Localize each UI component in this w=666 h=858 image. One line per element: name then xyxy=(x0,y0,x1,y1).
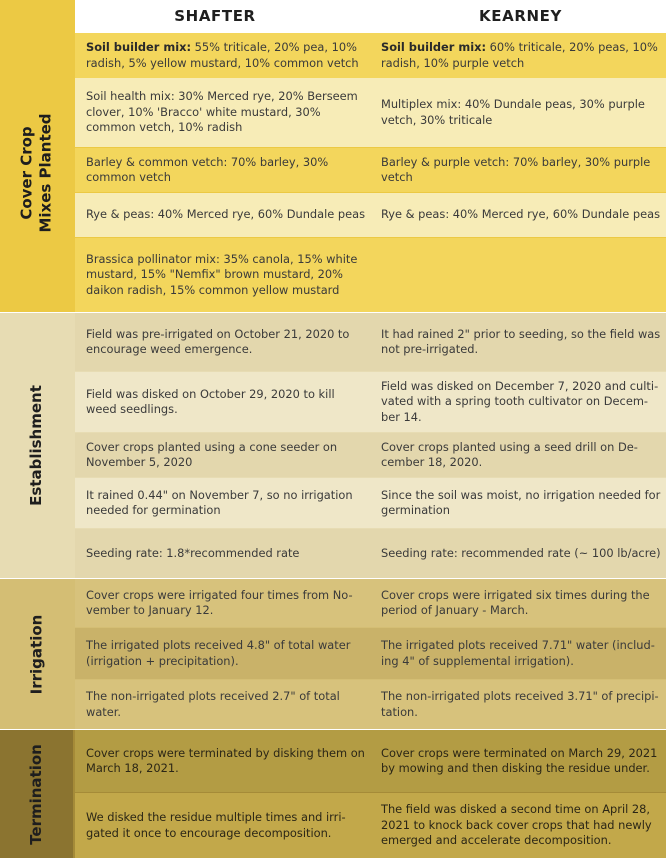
table-header xyxy=(75,0,666,33)
table-row xyxy=(75,238,666,312)
kearney-cell xyxy=(381,33,661,78)
shafter-cell: It rained 0.44" on November 7, so no irrigation needed for germination xyxy=(86,487,353,517)
table-row xyxy=(75,579,666,627)
kearney-cell xyxy=(381,238,661,312)
column-header-shafter: SHAFTER xyxy=(174,7,256,25)
table-row xyxy=(75,33,666,78)
kearney-cell: Since the soil was moist, no irrigation needed for germination xyxy=(381,487,661,517)
kearney-cell: Barley & purple vetch: 70% barley, 30% purple vetch xyxy=(381,154,651,184)
shafter-cell: Cover crops were irrigated four times from No-vember to January 12. xyxy=(86,587,353,617)
section-label-irrigation xyxy=(0,579,73,729)
section-label-line1: Cover Crop xyxy=(17,125,36,220)
section-label: Irrigation xyxy=(27,614,45,694)
shafter-cell: Soil health mix: 30% Merced rye, 20% Berseem clover, 10% 'Bracco' white mustard, 30% common vetch, 10% radish xyxy=(86,89,358,135)
mix-text: 60% triticale, 20% peas, 10% radish, 10% purple vetch xyxy=(381,40,658,70)
shafter-cell: Barley & common vetch: 70% barley, 30% common vetch xyxy=(86,154,329,184)
kearney-cell: Cover crops were terminated on March 29, 2021 by mowing and then disking the residue under. xyxy=(381,745,658,775)
section-label-line2: Mixes Planted xyxy=(36,112,55,233)
mix-text: 55% triticale, 20% pea, 10% radish, 5% yellow mustard, 10% common vetch xyxy=(86,40,359,70)
kearney-cell: The field was disked a second time on April 28, 2021 to knock back cover crops that had newly emerged and accelerate decomposition. xyxy=(381,802,652,848)
table-row xyxy=(75,78,666,147)
table-row xyxy=(75,433,666,477)
table-row xyxy=(75,529,666,578)
kearney-cell: Seeding rate: recommended rate (~ 100 lb/acre) xyxy=(381,545,661,560)
section-mixes xyxy=(0,0,666,312)
section-label-establishment xyxy=(0,313,73,578)
shafter-cell: The non-irrigated plots received 2.7" of total water. xyxy=(86,689,340,719)
table-row xyxy=(75,193,666,237)
section-label-termination xyxy=(0,730,73,858)
section-termination xyxy=(0,730,666,858)
kearney-cell: Rye & peas: 40% Merced rye, 60% Dundale peas xyxy=(381,207,661,222)
kearney-cell: The non-irrigated plots received 3.71" of precipi-tation. xyxy=(381,689,659,719)
table-row xyxy=(75,793,666,858)
kearney-cell: Cover crops planted using a seed drill on De-cember 18, 2020. xyxy=(381,439,638,469)
shafter-cell xyxy=(86,33,368,78)
table-row xyxy=(75,730,666,792)
mix-name: Soil builder mix: xyxy=(86,40,192,54)
shafter-cell: Rye & peas: 40% Merced rye, 60% Dundale peas xyxy=(86,207,366,222)
section-label-mixes xyxy=(0,33,73,312)
shafter-cell: The irrigated plots received 4.8" of total water (irrigation + precipitation). xyxy=(86,638,351,668)
shafter-cell: Cover crops were terminated by disking them on March 18, 2021. xyxy=(86,745,365,775)
mix-name: Soil builder mix: xyxy=(381,40,487,54)
shafter-cell: Field was pre-irrigated on October 21, 2020 to encourage weed emergence. xyxy=(86,326,350,356)
table-row xyxy=(75,372,666,432)
column-header-kearney: KEARNEY xyxy=(479,7,562,25)
kearney-cell: It had rained 2" prior to seeding, so the field was not pre-irrigated. xyxy=(381,326,661,356)
kearney-cell: The irrigated plots received 7.71" water (includ-ing 4" of supplemental irrigation). xyxy=(381,638,655,668)
section-label: Termination xyxy=(27,743,45,845)
table-row xyxy=(75,628,666,679)
table-row xyxy=(75,313,666,371)
section-irrigation xyxy=(0,579,666,729)
shafter-cell: Brassica pollinator mix: 35% canola, 15% white mustard, 15% "Nemfix" brown mustard, 20% daikon radish, 15% common yellow mustard xyxy=(86,251,358,297)
shafter-cell: Field was disked on October 29, 2020 to kill weed seedlings. xyxy=(86,386,335,416)
table-row xyxy=(75,680,666,729)
kearney-cell: Multiplex mix: 40% Dundale peas, 30% purple vetch, 30% triticale xyxy=(381,97,645,127)
section-establishment xyxy=(0,313,666,578)
table-row xyxy=(75,478,666,528)
table-row xyxy=(75,148,666,192)
shafter-cell: Seeding rate: 1.8*recommended rate xyxy=(86,545,300,560)
kearney-cell: Field was disked on December 7, 2020 and culti-vated with a spring tooth cultivator on Decem-ber 14. xyxy=(381,378,659,424)
shafter-cell: Cover crops planted using a cone seeder on November 5, 2020 xyxy=(86,439,338,469)
shafter-cell: We disked the residue multiple times and irri-gated it once to encourage decomposition. xyxy=(86,810,346,840)
kearney-cell: Cover crops were irrigated six times during the period of January - March. xyxy=(381,587,650,617)
section-label: Establishment xyxy=(27,385,45,506)
